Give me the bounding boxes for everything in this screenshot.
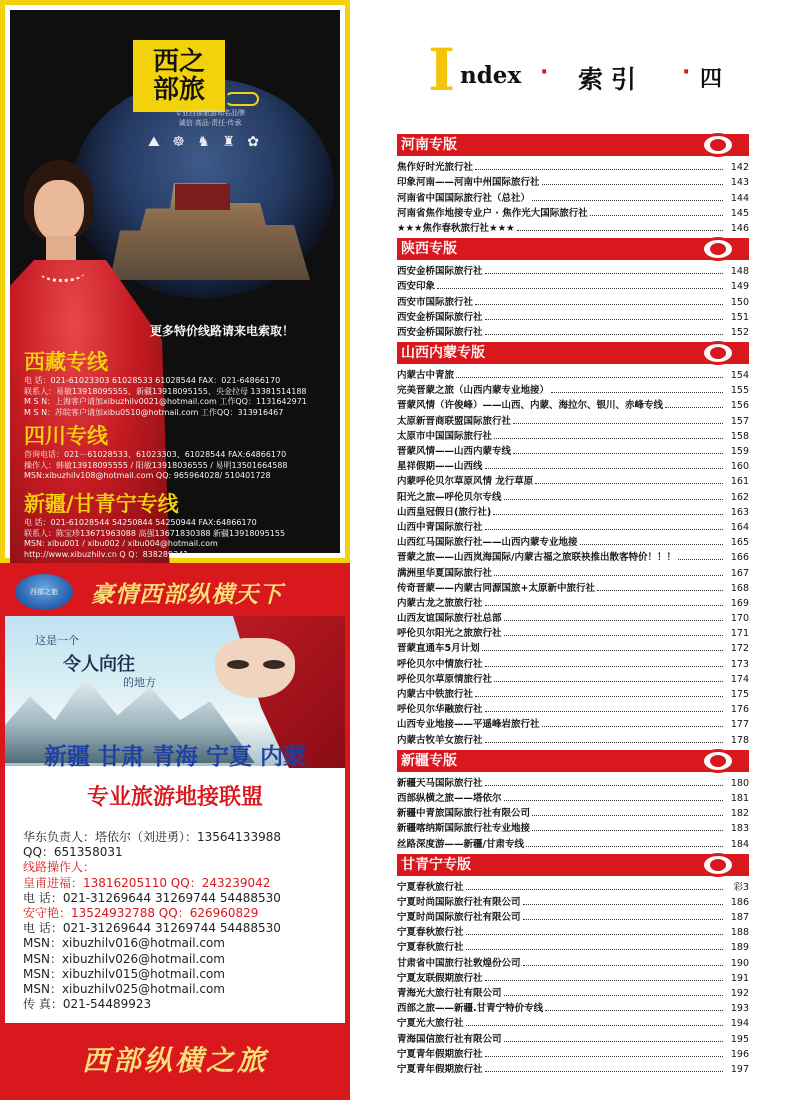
dot-leader: [665, 407, 723, 408]
index-entry[interactable]: [397, 984, 749, 999]
entry-page-number: 178: [730, 734, 749, 746]
dot-leader: [485, 529, 723, 530]
index-entry[interactable]: [397, 503, 749, 518]
dot-leader: [485, 468, 723, 469]
index-list: [397, 134, 749, 1079]
section-title: 甘青宁专版: [401, 856, 471, 873]
entry-page-number: 165: [730, 537, 749, 549]
entry-page-number: 196: [730, 1048, 749, 1060]
entry-page-number: 189: [730, 942, 749, 954]
entry-title: 呼伦贝尔中情旅行社: [397, 658, 483, 670]
index-entry[interactable]: [397, 472, 749, 487]
dot-leader: [532, 815, 723, 816]
entry-page-number: 150: [730, 296, 749, 308]
entry-page-number: 168: [730, 582, 749, 594]
entry-page-number: 184: [730, 838, 749, 850]
index-entry[interactable]: [397, 670, 749, 685]
section-title: 河南专版: [401, 137, 457, 153]
dot-leader: [504, 800, 723, 801]
entry-page-number: 145: [730, 207, 749, 219]
contact-line: 联系人：易敏13918095555、新疆13918095155、央金拉母 13381514188: [24, 386, 307, 396]
index-entry[interactable]: [397, 938, 749, 953]
index-entry[interactable]: [397, 188, 749, 203]
entry-page-number: 144: [730, 192, 749, 204]
entry-page-number: 157: [730, 415, 749, 427]
section-header: [397, 854, 749, 876]
dot-leader: [485, 666, 723, 667]
entry-title: 山西红马国际旅行社——山西内蒙专业地接: [397, 537, 578, 549]
more-offers-text: 更多特价线路请来电索取！: [150, 324, 295, 338]
entry-title: 河南省中国国际旅行社（总社）: [397, 192, 531, 204]
veiled-face-image: [215, 638, 295, 698]
contact-line: MSN:xibuzhilv108@hotmail.com QQ: 965964028/ 510401728: [24, 471, 271, 480]
entry-page-number: 158: [730, 430, 749, 442]
dot-leader: [485, 1056, 723, 1057]
entry-title: 西安印象: [397, 281, 436, 293]
entry-page-number: 161: [730, 476, 749, 488]
dot-leader: [494, 575, 723, 576]
dot-leader: [504, 620, 723, 621]
index-entry[interactable]: [397, 442, 749, 457]
entry-title: 山西中青国际旅行社: [397, 521, 483, 533]
contact-line: 联系人：陈宝珍13671963088 高强13671830388 新疆13918095155: [24, 528, 286, 538]
model-face: [34, 180, 84, 242]
entry-title: 河南省焦作地接专业户 · 焦作光大国际旅行社: [397, 207, 588, 219]
dot-leader: [475, 169, 723, 170]
route-contacts-sichuan: [24, 450, 354, 482]
entry-title: 呼伦贝尔华融旅行社: [397, 704, 483, 716]
index-entry[interactable]: [397, 427, 749, 442]
index-entry[interactable]: [397, 411, 749, 426]
entry-title: 晋蒙风情（许俊峰）——山西、内蒙、海拉尔、银川、赤峰专线: [397, 400, 664, 412]
dot-leader: [493, 514, 723, 515]
dot-leader: [597, 590, 723, 591]
dot-leader: [485, 785, 723, 786]
index-entry[interactable]: [397, 730, 749, 745]
entry-page-number: 191: [730, 972, 749, 984]
entry-title: 宁夏青年假期旅行社: [397, 1048, 483, 1060]
dot-leader: [504, 635, 723, 636]
index-entry[interactable]: [397, 789, 749, 804]
section-circle-icon: [701, 341, 735, 365]
entry-page-number: 195: [730, 1033, 749, 1045]
entry-title: 阳光之旅—呼伦贝尔专线: [397, 491, 502, 503]
contact-line: 咨询电话：021－61028533、61023303、61028544 FAX:64866170: [24, 450, 287, 459]
index-section: [397, 750, 749, 854]
index-entry[interactable]: [397, 262, 749, 277]
entry-title: 呼伦贝尔草原情旅行社: [397, 673, 493, 685]
entry-page-number: 174: [730, 673, 749, 685]
dot-leader: [485, 605, 723, 606]
dot-leader: [504, 499, 723, 500]
entry-page-number: 152: [730, 326, 749, 338]
section-title: 山西内蒙专版: [401, 344, 485, 361]
entry-page-number: 171: [730, 628, 749, 640]
entry-title: 晋蒙之旅——山西岚海国际/内蒙古福之旅联袂推出散客特价！！！: [397, 552, 676, 564]
entry-title: 晋蒙风情——山西内蒙专线: [397, 446, 512, 457]
entry-title: 焦作好时光旅行社: [397, 162, 474, 174]
entry-title: 内蒙古龙之旅旅行社: [397, 597, 483, 609]
dot-leader: [466, 934, 723, 935]
index-entry[interactable]: [397, 366, 749, 381]
index-entry[interactable]: [397, 893, 749, 908]
entry-title: 西部纵横之旅——塔依尔: [397, 792, 502, 804]
index-entry[interactable]: [397, 173, 749, 188]
alliance-heading: 专业旅游地接联盟: [86, 785, 263, 810]
dot-leader: [526, 846, 723, 847]
entry-title: 太原新晋商联盟国际旅行社: [397, 415, 512, 427]
entry-title: 内蒙古中铁旅行社: [397, 689, 474, 700]
entry-page-number: 187: [730, 912, 749, 924]
dot-leader: [456, 377, 723, 378]
entry-title: 宁夏青年假期旅行社: [397, 1063, 483, 1075]
dot-leader: [437, 288, 723, 289]
dot-leader: [475, 696, 723, 697]
model-necklace: [40, 264, 84, 282]
index-entry[interactable]: [397, 834, 749, 849]
entry-title: 青海国信旅行社有限公司: [397, 1033, 502, 1045]
section-header: [397, 238, 749, 260]
index-entry[interactable]: [397, 158, 749, 173]
dot-leader: [532, 200, 723, 201]
entry-title: 西安金桥国际旅行社: [397, 326, 483, 338]
entry-page-number: 193: [730, 1003, 749, 1015]
entry-title: 太原市中国国际旅行社: [397, 430, 493, 442]
dot-leader: [523, 904, 723, 905]
entry-page-number: 148: [730, 266, 749, 278]
index-entry[interactable]: [397, 308, 749, 323]
dot-leader: [482, 650, 723, 651]
dot-leader: [551, 392, 723, 393]
entry-title: 宁夏春秋旅行社: [397, 881, 464, 893]
dot-leader: [485, 334, 723, 335]
contact-line: M S N：上海客户请加xibuzhilv0021@hotmail.com 工作QQ：1131642971: [24, 397, 307, 406]
index-entry[interactable]: [397, 487, 749, 502]
route-contacts-tibet: [24, 376, 354, 418]
dot-leader: [485, 273, 723, 274]
index-entry[interactable]: [397, 1029, 749, 1044]
index-entry[interactable]: [397, 953, 749, 968]
entry-page-number: 194: [730, 1018, 749, 1030]
dot-leader: [590, 215, 723, 216]
entry-page-number: 186: [730, 896, 749, 908]
index-entry[interactable]: [397, 594, 749, 609]
provinces-heading: 新疆 甘肃 青海 宁夏 内蒙: [43, 744, 307, 770]
brand-badge: 西部之旅: [15, 574, 73, 610]
entry-page-number: 166: [730, 552, 749, 564]
index-entry[interactable]: [397, 277, 749, 292]
contact-line: 电 话：021-31269644 31269744 54488530: [23, 921, 281, 936]
route-title-tibet: 西藏专线: [24, 350, 108, 374]
entry-title: 新疆天马国际旅行社: [397, 777, 483, 789]
entry-title: 宁夏光大旅行社: [397, 1018, 464, 1030]
entry-title: 山西皇冠假日(旅行社): [397, 506, 492, 518]
contact-line: MSN：xibuzhilv026@hotmail.com: [23, 951, 225, 966]
xinjiang-advert: [0, 563, 350, 1100]
entry-title: 西安市国际旅行社: [397, 296, 474, 308]
index-entry[interactable]: [397, 1060, 749, 1075]
entry-page-number: 155: [730, 385, 749, 397]
dot-leader: [494, 681, 723, 682]
entry-title: 印象河南——河南中州国际旅行社: [397, 177, 540, 189]
entry-page-number: 170: [730, 613, 749, 625]
contact-line: M S N：苏皖客户请加xibu0510@hotmail.com 工作QQ：313916467: [24, 407, 284, 417]
entry-title: 宁夏时尚国际旅行社有限公司: [397, 896, 521, 908]
index-entry[interactable]: [397, 1014, 749, 1029]
entry-title: 山西友谊国际旅行社总部: [397, 613, 502, 625]
index-chinese-title: 索引: [578, 65, 645, 94]
index-section: [397, 238, 749, 342]
entry-title: 晋蒙直通车5月计划: [397, 643, 480, 655]
entry-page-number: 163: [730, 506, 749, 518]
index-entry[interactable]: [397, 774, 749, 789]
index-entry[interactable]: [397, 999, 749, 1014]
index-entry[interactable]: [397, 323, 749, 338]
entry-title: 满洲里华夏国际旅行社: [397, 567, 493, 579]
contact-line: 皇甫进福：13816205110 QQ：243239042: [23, 875, 271, 890]
entry-title: 星祥假期——山西线: [397, 461, 483, 473]
entry-title: 宁夏春秋旅行社: [397, 942, 464, 954]
section-header: [397, 134, 749, 156]
entry-title: 内蒙呼伦贝尔草原风情 龙行草原: [397, 476, 534, 488]
contact-line: 传 真：021-54489923: [23, 997, 152, 1012]
index-section: [397, 342, 749, 750]
entry-title: 山西专业地接——平遥峰岩旅行社: [397, 719, 540, 731]
index-entry[interactable]: [397, 219, 749, 234]
entry-title: 宁夏春秋旅行社: [397, 927, 464, 939]
entry-page-number: 169: [730, 597, 749, 609]
dot-leader: [517, 230, 723, 231]
contact-line: 华东负责人：塔依尔（刘进勇）：13564133988: [23, 830, 281, 844]
index-entry[interactable]: [397, 563, 749, 578]
entry-page-number: 146: [730, 222, 749, 234]
entry-page-number: 149: [730, 281, 749, 293]
index-entry[interactable]: [397, 819, 749, 834]
entry-title: 西部之旅——新疆.甘青宁特价专线: [397, 1003, 544, 1015]
entry-page-number: 143: [730, 177, 749, 189]
slogan-text: 豪情西部纵横天下: [91, 581, 283, 608]
entry-page-number: 160: [730, 461, 749, 473]
entry-title: 宁夏友联假期旅行社: [397, 972, 483, 984]
dot-leader: [485, 980, 723, 981]
index-entry[interactable]: [397, 396, 749, 411]
entry-page-number: 177: [730, 719, 749, 731]
dot-leader: [466, 1025, 723, 1026]
entry-title: 新疆中青旅国际旅行社有限公司: [397, 808, 531, 820]
index-entry[interactable]: [397, 654, 749, 669]
index-entry[interactable]: [397, 204, 749, 219]
entry-title: 西安金桥国际旅行社: [397, 266, 483, 278]
contact-line: http://www.xibuzhilv.cn Q Q：838289341: [24, 549, 189, 559]
entry-title: ★★★焦作春秋旅行社★★★: [397, 222, 515, 234]
index-entry[interactable]: [397, 700, 749, 715]
animal-icons: ⛰ ☸ ♞ ♜ ✿: [148, 134, 263, 150]
dot-leader: [542, 184, 723, 185]
entry-page-number: 180: [730, 777, 749, 789]
entry-title: 呼伦贝尔阳光之旅旅行社: [397, 628, 502, 640]
index-entry[interactable]: [397, 685, 749, 700]
entry-title: 内蒙古牧羊女旅行社: [397, 734, 483, 746]
index-volume-number: 四: [700, 67, 723, 92]
index-entry[interactable]: [397, 292, 749, 307]
dot-leader: [545, 1010, 723, 1011]
entry-page-number: 167: [730, 567, 749, 579]
entry-page-number: 172: [730, 643, 749, 655]
phrase-line-3: 的地方: [123, 676, 156, 689]
index-entry[interactable]: [397, 381, 749, 396]
section-header: [397, 750, 749, 772]
section-circle-icon: [701, 133, 735, 157]
index-entry[interactable]: [397, 457, 749, 472]
index-word: ndex: [460, 62, 522, 89]
entry-page-number: 197: [730, 1063, 749, 1075]
entry-page-number: 182: [730, 808, 749, 820]
index-entry[interactable]: [397, 1045, 749, 1060]
index-big-letter: I: [428, 36, 456, 104]
entry-page-number: 181: [730, 792, 749, 804]
dot-leader: [485, 1071, 723, 1072]
contact-line: 安守艳：13524932788 QQ：626960829: [23, 906, 259, 920]
contact-line: MSN：xibuzhilv025@hotmail.com: [23, 982, 225, 996]
dot-leader: [504, 995, 723, 996]
index-entry[interactable]: [397, 804, 749, 819]
entry-page-number: 188: [730, 927, 749, 939]
separator-dot: ·: [540, 60, 549, 85]
index-entry[interactable]: [397, 533, 749, 548]
index-entry[interactable]: [397, 548, 749, 563]
brand-logo: 西之 部旅: [133, 40, 225, 112]
route-contacts-xinjiang: [24, 518, 354, 560]
entry-page-number: 164: [730, 521, 749, 533]
index-entry[interactable]: [397, 878, 749, 893]
dot-leader: [485, 711, 723, 712]
dot-leader: [466, 949, 723, 950]
section-circle-icon: [701, 749, 735, 773]
index-header: [428, 36, 768, 104]
contact-line: 操作人：韩敏13918095555 / 阳敏13918036555 / 易明13501664588: [24, 460, 288, 470]
separator-dot: ·: [682, 60, 691, 85]
section-title: 新疆专版: [401, 752, 457, 769]
dot-leader: [504, 1041, 723, 1042]
phrase-line-1: 这是一个: [35, 634, 79, 647]
entry-page-number: 151: [730, 311, 749, 323]
contact-line: 线路操作人：: [23, 860, 96, 875]
dot-leader: [466, 889, 723, 890]
brand-tagline: 专业西部旅游知名品牌 诚信·高品·责任·传承: [175, 109, 245, 127]
dot-leader: [580, 544, 723, 545]
entry-title: 甘肃省中国旅行社敦煌份公司: [397, 957, 521, 969]
dot-leader: [475, 304, 723, 305]
tibet-advert: [0, 0, 350, 563]
entry-page-number: 154: [730, 370, 749, 382]
entry-title: 传奇晋蒙——内蒙古同源国旅+太原新中旅行社: [397, 582, 595, 594]
index-entry[interactable]: [397, 609, 749, 624]
entry-page-number: 190: [730, 957, 749, 969]
index-entry[interactable]: [397, 639, 749, 654]
dot-leader: [523, 919, 723, 920]
index-section: [397, 854, 749, 1079]
entry-page-number: 142: [730, 162, 749, 174]
cloud-swirl-icon: [225, 92, 259, 106]
dot-leader: [542, 726, 723, 727]
contact-line: MSN：xibuzhilv015@hotmail.com: [23, 966, 225, 981]
index-section: [397, 134, 749, 238]
index-entry[interactable]: [397, 715, 749, 730]
entry-title: 完美晋蒙之旅（山西内蒙专业地接）: [397, 385, 550, 397]
dot-leader: [532, 830, 723, 831]
advert-background: [10, 10, 340, 559]
route-title-sichuan: 四川专线: [24, 424, 108, 448]
entry-title: 新疆喀纳斯国际旅行社专业地接: [397, 823, 531, 835]
entry-title: 丝路深度游——新疆/甘肃专线: [397, 838, 524, 850]
dot-leader: [513, 453, 723, 454]
contact-line: 电 话：021-31269644 31269744 54488530: [23, 890, 281, 905]
phrase-line-2: 令人向往: [63, 654, 135, 675]
eye-right: [263, 660, 285, 669]
dot-leader: [485, 319, 723, 320]
contact-line: MSN: xibu001 / xibu002 / xibu004@hotmail.com: [24, 539, 218, 548]
entry-title: 西安金桥国际旅行社: [397, 311, 483, 323]
dot-leader: [535, 483, 723, 484]
section-circle-icon: [701, 853, 735, 877]
contact-line: QQ：651358031: [23, 845, 123, 860]
contact-line: 电 话：021-61028544 54250844 54250944 FAX:64866170: [24, 518, 257, 527]
entry-page-number: 192: [730, 988, 749, 999]
index-entry[interactable]: [397, 923, 749, 938]
entry-title: 宁夏时尚国际旅行社有限公司: [397, 912, 521, 924]
contact-line: MSN：xibuzhilv016@hotmail.com: [23, 936, 225, 951]
entry-page-number: 159: [730, 446, 749, 457]
entry-title: 青海光大旅行社有限公司: [397, 988, 502, 999]
entry-title: 内蒙古中青旅: [397, 370, 455, 382]
section-title: 陕西专版: [401, 240, 457, 257]
dot-leader: [513, 423, 723, 424]
index-entry[interactable]: [397, 624, 749, 639]
index-entry[interactable]: [397, 969, 749, 984]
entry-page-number: 162: [730, 491, 749, 503]
dot-leader: [523, 965, 723, 966]
entry-page-number: 156: [730, 400, 749, 412]
dot-leader: [678, 559, 723, 560]
entry-page-number: 175: [730, 689, 749, 700]
section-circle-icon: [701, 237, 735, 261]
index-entry[interactable]: [397, 579, 749, 594]
section-header: [397, 342, 749, 364]
entry-page-number: 173: [730, 658, 749, 670]
entry-page-number: 183: [730, 823, 749, 835]
dot-leader: [485, 742, 723, 743]
index-entry[interactable]: [397, 908, 749, 923]
contact-line: 电 话：021-61023303 61028533 61028544 FAX：021-64866170: [24, 376, 281, 385]
entry-page-number: 176: [730, 704, 749, 716]
dot-leader: [494, 438, 723, 439]
index-entry[interactable]: [397, 518, 749, 533]
route-title-xinjiang: 新疆/甘青宁专线: [24, 492, 179, 516]
entry-page-number: 彩3: [733, 881, 749, 893]
section-gap: [397, 1075, 749, 1079]
eye-left: [227, 660, 249, 669]
palace-red-wall: [175, 184, 230, 210]
bottom-slogan: 西部纵横之旅: [5, 1023, 345, 1095]
